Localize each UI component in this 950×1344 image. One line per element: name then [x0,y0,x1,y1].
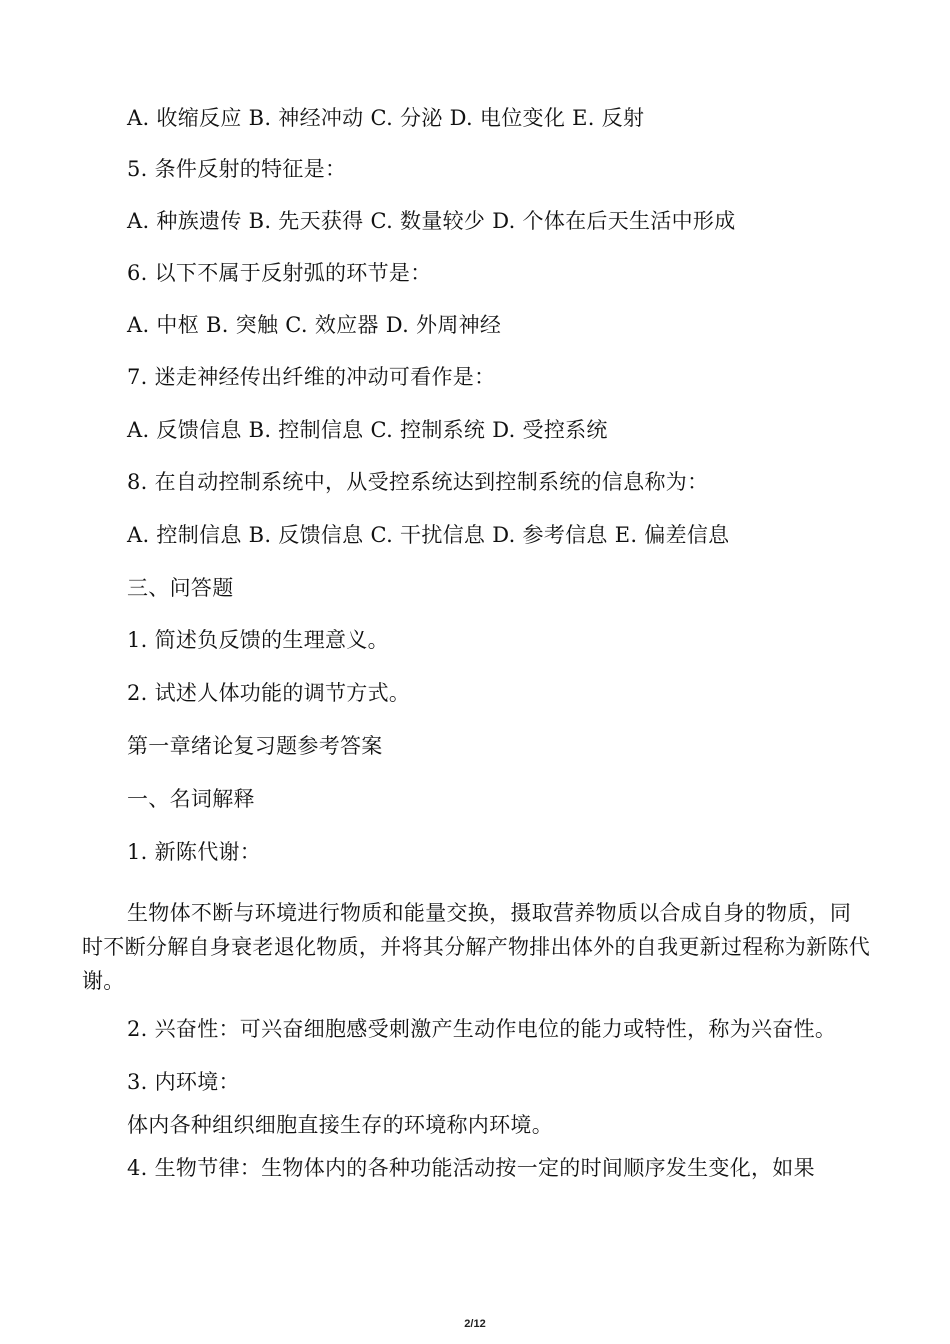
question-6-stem: 6. 以下不属于反射弧的环节是： [127,261,432,285]
qa-question-2: 2. 试述人体功能的调节方式。 [127,681,411,705]
question-6-options: A. 中枢 B. 突触 C. 效应器 D. 外周神经 [127,313,502,337]
question-7-stem: 7. 迷走神经传出纤维的冲动可看作是： [127,365,496,389]
question-7-options: A. 反馈信息 B. 控制信息 C. 控制系统 D. 受控系统 [127,418,608,442]
section-heading-qa: 三、问答题 [127,576,234,600]
qa-question-1: 1. 简述负反馈的生理意义。 [127,628,389,652]
question-5-options: A. 种族遗传 B. 先天获得 C. 数量较少 D. 个体在后天生活中形成 [127,209,736,233]
term-3-heading: 3. 内环境： [127,1070,240,1094]
question-5-stem: 5. 条件反射的特征是： [127,157,347,181]
question-8-stem: 8. 在自动控制系统中，从受控系统达到控制系统的信息称为： [127,470,709,494]
page-number: 2/12 [464,1318,486,1330]
term-4-definition: 4. 生物节律：生物体内的各种功能活动按一定的时间顺序发生变化，如果 [127,1156,815,1180]
term-2-definition: 2. 兴奋性：可兴奋细胞感受刺激产生动作电位的能力或特性，称为兴奋性。 [127,1017,837,1041]
term-1-heading: 1. 新陈代谢： [127,840,262,864]
question-8-options: A. 控制信息 B. 反馈信息 C. 干扰信息 D. 参考信息 E. 偏差信息 [127,523,730,547]
section-heading-terms: 一、名词解释 [127,787,255,811]
term-1-definition: 生物体不断与环境进行物质和能量交换，摄取营养物质以合成自身的物质，同时不断分解自身衰老退化物质，并将其分解产物排出体外的自我更新过程称为新陈代谢。 [82,901,871,993]
answer-key-title: 第一章绪论复习题参考答案 [127,734,383,758]
term-3-definition: 体内各种组织细胞直接生存的环境称内环境。 [127,1113,553,1137]
question-4-options: A. 收缩反应 B. 神经冲动 C. 分泌 D. 电位变化 E. 反射 [127,106,645,130]
